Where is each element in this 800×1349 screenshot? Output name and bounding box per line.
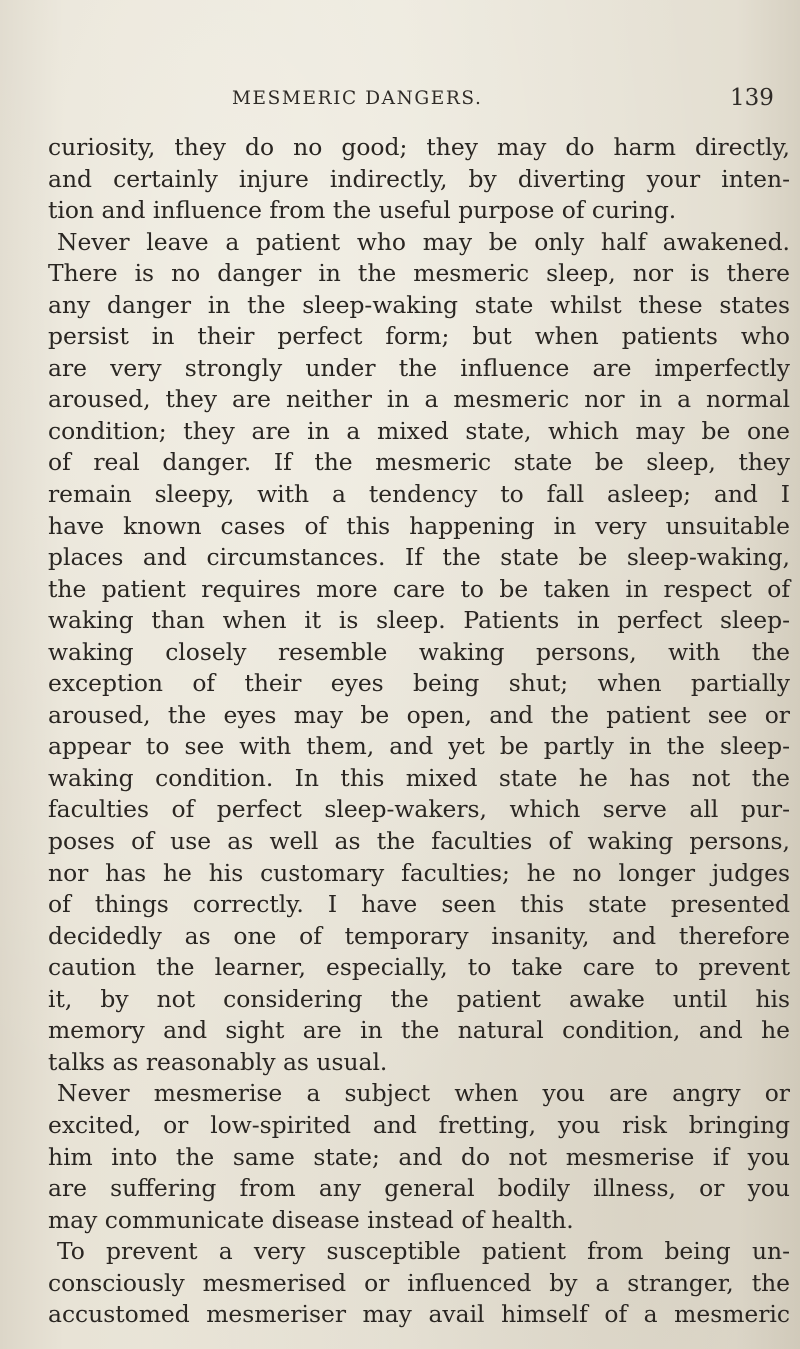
text-line: caution the learner, especially, to take care to prevent xyxy=(48,953,790,982)
text-line: and certainly injure indirectly, by diverting your inten- xyxy=(48,164,790,193)
text-line: any danger in the sleep-waking state whilst these states xyxy=(48,290,790,319)
text-line: tion and influence from the useful purpose of curing. xyxy=(48,196,677,225)
text-line: aroused, the eyes may be open, and the patient see or xyxy=(48,700,790,729)
text-line: curiosity, they do no good; they may do harm directly, xyxy=(48,133,790,161)
text-line: appear to see with them, and yet be partly in the sleep- xyxy=(48,732,790,761)
text-line: remain sleepy, with a tendency to fall asleep; and I xyxy=(48,480,790,509)
text-line: To prevent a very susceptible patient from being un- xyxy=(57,1237,790,1266)
text-line: aroused, they are neither in a mesmeric nor in a normal xyxy=(48,385,790,414)
text-line: the patient requires more care to be taken in respect of xyxy=(48,574,790,603)
text-line: waking than when it is sleep. Patients in perfect sleep- xyxy=(48,606,790,635)
running-head xyxy=(0,85,800,118)
text-line: of real danger. If the mesmeric state be sleep, they xyxy=(48,448,790,477)
text-line: have known cases of this happening in very unsuitable xyxy=(48,511,790,540)
text-line: decidedly as one of temporary insanity, and therefore xyxy=(48,921,790,950)
text-line: waking closely resemble waking persons, with the xyxy=(48,637,790,666)
text-line: memory and sight are in the natural condition, and he xyxy=(48,1016,790,1045)
text-line: poses of use as well as the faculties of waking persons, xyxy=(48,827,790,856)
text-line: it, by not considering the patient awake until his xyxy=(48,984,790,1013)
text-line: faculties of perfect sleep-wakers, which serve all pur- xyxy=(48,795,790,824)
text-line: accustomed mesmeriser may avail himself of a mesmeric xyxy=(48,1300,790,1329)
text-line: waking condition. In this mixed state he has not the xyxy=(48,763,790,792)
text-line: places and circumstances. If the state be sleep-waking, xyxy=(48,543,790,572)
text-line: Never leave a patient who may be only half awakened. xyxy=(57,227,790,256)
text-line: of things correctly. I have seen this state presented xyxy=(48,890,790,919)
page-number: 139 xyxy=(730,85,774,111)
text-line: are suffering from any general bodily illness, or you xyxy=(48,1174,790,1203)
text-line: nor has he his customary faculties; he no longer judges xyxy=(48,858,790,887)
text-line: persist in their perfect form; but when patients who xyxy=(48,322,790,351)
body-text xyxy=(48,132,790,1331)
text-line: are very strongly under the influence are imperfectly xyxy=(48,353,790,382)
text-line: condition; they are in a mixed state, which may be one xyxy=(48,416,790,445)
text-line: excited, or low-spirited and fretting, you risk bringing xyxy=(48,1110,790,1139)
text-line: exception of their eyes being shut; when partially xyxy=(48,669,790,698)
text-line: may communicate disease instead of health. xyxy=(48,1205,574,1234)
text-line: There is no danger in the mesmeric sleep, nor is there xyxy=(48,259,790,288)
text-line: Never mesmerise a subject when you are angry or xyxy=(57,1079,790,1108)
text-line: him into the same state; and do not mesmerise if you xyxy=(48,1142,790,1171)
text-line: talks as reasonably as usual. xyxy=(48,1047,388,1076)
running-title: MESMERIC DANGERS. xyxy=(232,88,483,109)
text-line: consciously mesmerised or influenced by a stranger, the xyxy=(48,1268,790,1297)
